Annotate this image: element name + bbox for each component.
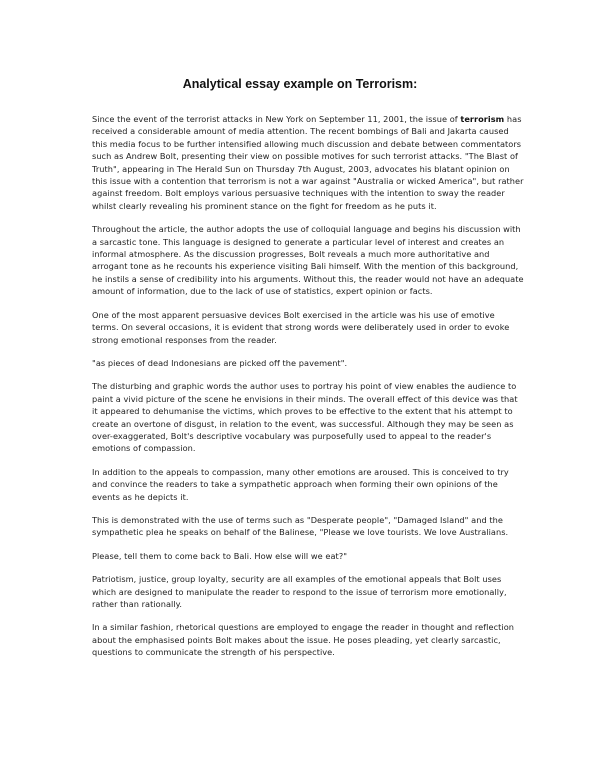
quote-pavement: "as pieces of dead Indonesians are picked off the pavement". bbox=[92, 357, 348, 368]
paragraph-emotional-appeals: Patriotism, justice, group loyalty, security are all examples of the emotional appeals that Bolt uses which are designed to manipulate the reader to respond to the issue of terrorism more emotionally, rather than rationally. bbox=[92, 574, 507, 609]
paragraph-intro-lead: Since the event of the terrorist attacks in New York on September 11, 2001, the issue of bbox=[92, 114, 461, 124]
paragraph-language-tone: Throughout the article, the author adopts the use of colloquial language and begins his discussion with a sarcastic tone. This language is designed to generate a particular level of interest and creates an informal atmosphere. As the discussion progresses, Bolt reveals a much more authoritative and arrogant tone as he recounts his experience visiting Bali himself. With the mention of this background, he instils a sense of credibility into his arguments. Without this, the reader would not have an adequate amount of information, due to the lack of use of statistics, expert opinion or facts. bbox=[92, 224, 524, 297]
page-title: Analytical essay example on Terrorism: bbox=[182, 77, 418, 91]
paragraph-rhetorical-questions: In a similar fashion, rhetorical questions are employed to engage the reader in thought and reflection about the emphasised points Bolt makes about the issue. He poses pleading, yet clearly sarcastic, questions to communicate the strength of his perspective. bbox=[92, 622, 515, 658]
paragraph-terms-examples: This is demonstrated with the use of terms such as "Desperate people", "Damaged Island" and the sympathetic plea he speaks on behalf of the Balinese, "Please we love tourists. We love Australians. bbox=[92, 514, 509, 538]
keyword-terrorism: terrorism bbox=[460, 114, 505, 124]
paragraph-emotive-terms: One of the most apparent persuasive devices Bolt exercised in the article was his use of emotive terms. On several occasions, it is evident that strong words were deliberately used in order to evoke strong emotional responses from the reader. bbox=[92, 309, 510, 345]
paragraph-intro-rest: has received a considerable amount of media attention. The recent bombings of Bali and Jakarta caused this media focus to be further intensified allowing much discussion and debate between commentators such as Andrew Bolt, presenting their view on possible motives for such terrorist attacks. "The Blast of Truth", appearing in The Herald Sun on Thursday 7th August, 2003, advocates his blatant opinion on this issue with a contention that terrorism is not a war against "Australia or wicked America", but rather against freedom. Bolt employs various persuasive techniques with the intention to sway the reader whilst clearly revealing his prominent stance on the fight for freedom as he puts it. bbox=[92, 114, 524, 211]
paragraph-intro bbox=[92, 113, 524, 212]
paragraph-other-emotions: In addition to the appeals to compassion, many other emotions are aroused. This is conceived to try and convince the readers to take a sympathetic approach when forming their own opinions of the events as he depicts it. bbox=[92, 466, 509, 502]
essay-body bbox=[92, 113, 524, 670]
paragraph-graphic-words: The disturbing and graphic words the author uses to portray his point of view enables the audience to paint a vivid picture of the scene he envisions in their minds. The overall effect of this device was that it appeared to dehumanise the victims, which proves to be effective to the extent that his attempt to create an overtone of disgust, in relation to the event, was successful. Although they may be seen as over-exaggerated, Bolt's descriptive vocabulary was purposefully used to appeal to the reader's emotions of compassion. bbox=[92, 381, 518, 454]
quote-come-back: Please, tell them to come back to Bali. How else will we eat?" bbox=[92, 550, 348, 561]
